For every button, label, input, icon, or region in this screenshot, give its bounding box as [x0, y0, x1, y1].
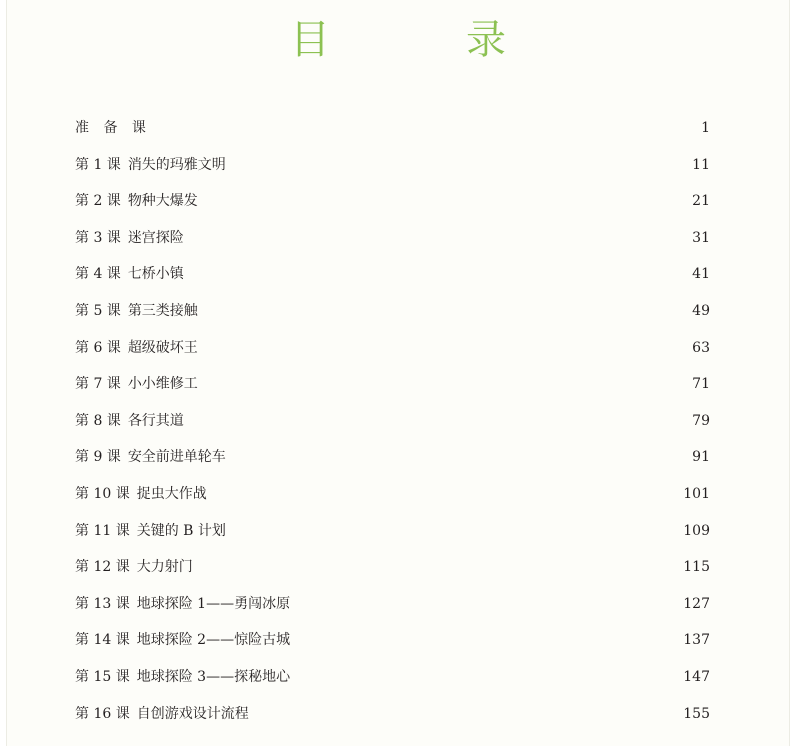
- toc-entry-number: 第 6 课: [75, 339, 121, 356]
- dot-leader: [199, 374, 691, 388]
- toc-entry-label: 小小维修工: [127, 376, 198, 393]
- toc-entry-number: 第 5 课: [75, 302, 121, 319]
- toc-entry-page: 71: [692, 376, 710, 393]
- dot-leader: [291, 594, 682, 608]
- toc-entry-number: 第 2 课: [75, 193, 121, 210]
- toc-entry-title: [75, 220, 184, 257]
- toc-entry-page: 1: [701, 120, 710, 136]
- toc-entry-number: 第 13 课: [75, 595, 130, 612]
- toc-entry-number: 第 11 课: [75, 522, 130, 539]
- toc-entry-page: 115: [683, 559, 710, 576]
- toc-entry-title: [75, 586, 290, 623]
- toc-entry-number: 第 15 课: [75, 668, 130, 685]
- toc-entry-lesson-12[interactable]: [75, 549, 710, 586]
- toc-entry-page: 127: [683, 595, 710, 612]
- toc-entry-number: 第 8 课: [75, 412, 121, 429]
- toc-entry-label: 地球探险 2——惊险古城: [136, 632, 291, 649]
- toc-entry-lesson-8[interactable]: [75, 403, 710, 440]
- toc-entry-title: [75, 330, 198, 367]
- toc-entry-label: 捉虫大作战: [136, 485, 207, 502]
- toc-entry-title: [75, 622, 290, 659]
- dot-leader: [227, 521, 682, 535]
- toc-entry-number: 第 1 课: [75, 156, 121, 173]
- toc-entry-title: [75, 549, 193, 586]
- dot-leader: [199, 338, 691, 352]
- toc-entry-label: 地球探险 3——探秘地心: [136, 668, 291, 685]
- dot-leader: [199, 301, 691, 315]
- toc-entry-label: 关键的 B 计划: [136, 522, 226, 539]
- toc-entry-label: 迷宫探险: [127, 229, 184, 246]
- dot-leader: [227, 155, 691, 169]
- toc-entry-number: 第 9 课: [75, 449, 121, 466]
- toc-entry-label: 大力射门: [136, 559, 193, 576]
- toc-entry-title: [75, 513, 226, 550]
- toc-entry-label: 七桥小镇: [127, 266, 184, 283]
- toc-entry-preparation[interactable]: [75, 110, 710, 147]
- toc-entry-page: 109: [683, 522, 710, 539]
- table-of-contents: [75, 110, 710, 732]
- dot-leader: [291, 667, 682, 681]
- toc-entry-title: [75, 439, 226, 476]
- toc-entry-page: 49: [692, 302, 710, 319]
- dot-leader: [185, 411, 691, 425]
- toc-entry-number: 第 14 课: [75, 632, 130, 649]
- toc-entry-number: 第 12 课: [75, 559, 130, 576]
- toc-entry-lesson-11[interactable]: [75, 513, 710, 550]
- dot-leader: [185, 228, 691, 242]
- dot-leader: [199, 191, 691, 205]
- dot-leader: [227, 447, 691, 461]
- toc-entry-lesson-4[interactable]: [75, 256, 710, 293]
- toc-entry-label: 消失的玛雅文明: [127, 156, 226, 173]
- toc-entry-title: [75, 403, 184, 440]
- toc-entry-label: 准 备 课: [75, 120, 151, 136]
- toc-entry-lesson-15[interactable]: [75, 659, 710, 696]
- dot-leader: [185, 264, 691, 278]
- toc-entry-lesson-2[interactable]: [75, 183, 710, 220]
- toc-entry-label: 第三类接触: [127, 302, 198, 319]
- toc-entry-number: 第 4 课: [75, 266, 121, 283]
- toc-entry-label: 超级破坏王: [127, 339, 198, 356]
- toc-entry-label: 安全前进单轮车: [127, 449, 226, 466]
- toc-entry-lesson-16[interactable]: [75, 696, 710, 733]
- dot-leader: [194, 557, 683, 571]
- toc-entry-title: [75, 256, 184, 293]
- toc-entry-title: [75, 183, 198, 220]
- toc-entry-lesson-14[interactable]: [75, 622, 710, 659]
- toc-entry-label: 地球探险 1——勇闯冰原: [136, 595, 291, 612]
- toc-entry-label: 自创游戏设计流程: [136, 705, 249, 722]
- dot-leader: [250, 704, 683, 718]
- toc-entry-title: [75, 476, 207, 513]
- toc-entry-label: 各行其道: [127, 412, 184, 429]
- toc-entry-page: 11: [692, 156, 710, 173]
- toc-entry-number: 第 3 课: [75, 229, 121, 246]
- toc-entry-lesson-9[interactable]: [75, 439, 710, 476]
- toc-entry-page: 101: [683, 485, 710, 502]
- toc-entry-title: [75, 659, 290, 696]
- toc-entry-page: 63: [692, 339, 710, 356]
- toc-entry-page: 137: [683, 632, 710, 649]
- toc-entry-title: [75, 696, 249, 733]
- toc-entry-title: [75, 293, 198, 330]
- dot-leader: [152, 118, 700, 132]
- toc-entry-number: 第 10 课: [75, 485, 130, 502]
- document-page: [6, 0, 790, 746]
- toc-entry-label: 物种大爆发: [127, 193, 198, 210]
- toc-entry-number: 第 7 课: [75, 376, 121, 393]
- toc-entry-page: 91: [692, 449, 710, 466]
- toc-entry-page: 41: [692, 266, 710, 283]
- toc-entry-lesson-7[interactable]: [75, 366, 710, 403]
- toc-entry-lesson-5[interactable]: [75, 293, 710, 330]
- toc-entry-title: [75, 147, 226, 184]
- toc-entry-page: 31: [692, 229, 710, 246]
- toc-entry-lesson-6[interactable]: [75, 330, 710, 367]
- toc-entry-page: 155: [683, 705, 710, 722]
- toc-entry-title: [75, 366, 198, 403]
- toc-entry-number: 第 16 课: [75, 705, 130, 722]
- toc-entry-page: 21: [692, 193, 710, 210]
- dot-leader: [208, 484, 683, 498]
- page-title: 目 录: [290, 17, 554, 63]
- toc-entry-lesson-3[interactable]: [75, 220, 710, 257]
- toc-entry-lesson-10[interactable]: [75, 476, 710, 513]
- toc-entry-lesson-13[interactable]: [75, 586, 710, 623]
- toc-entry-page: 79: [692, 412, 710, 429]
- toc-entry-page: 147: [683, 668, 710, 685]
- dot-leader: [291, 630, 682, 644]
- toc-entry-lesson-1[interactable]: [75, 147, 710, 184]
